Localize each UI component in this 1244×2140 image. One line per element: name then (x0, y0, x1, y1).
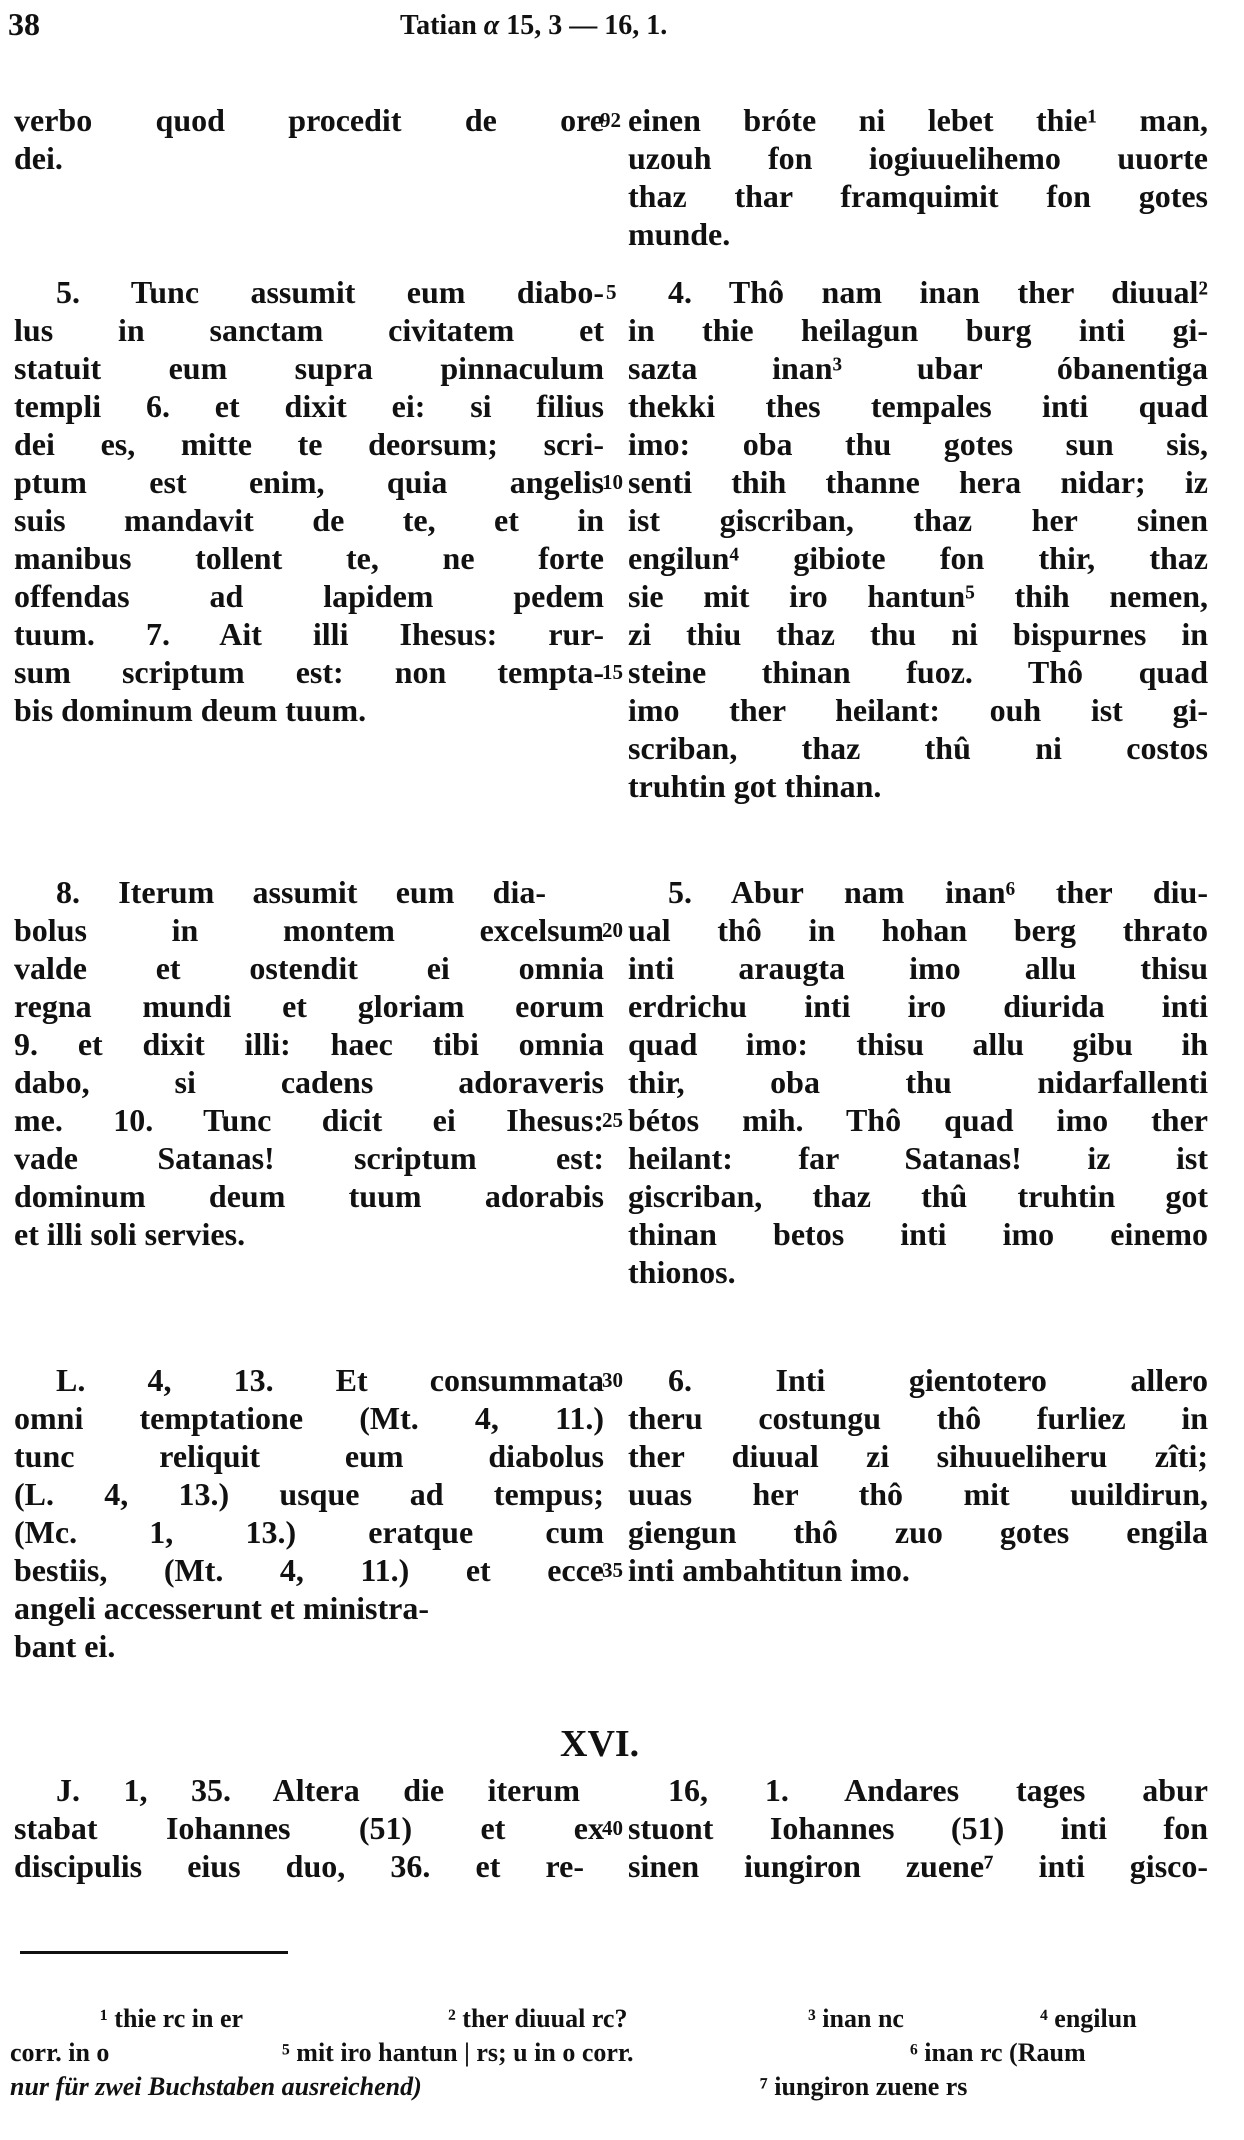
ohg-line: steine thinan fuoz. Thô quad (628, 654, 1208, 690)
latin-line: angeli accesserunt et ministra- (14, 1590, 430, 1626)
latin-line: omni temptatione (Mt. 4, 11.) (14, 1400, 604, 1436)
footnote: ⁵ mit iro hantun | rs; u in o corr. (282, 2038, 634, 2067)
ohg-line: 16, 1. Andares tages abur (668, 1772, 1208, 1808)
ohg-line: thir, oba thu nidarfallenti (628, 1064, 1208, 1100)
ohg-line: in thie heilagun burg inti gi- (628, 312, 1208, 348)
footnote-rule (20, 1951, 288, 1954)
latin-line: verbo quod procedit de ore (14, 102, 604, 138)
ohg-line: engilun⁴ gibiote fon thir, thaz (628, 540, 1208, 576)
ohg-line: senti thih thanne hera nidar; iz (628, 464, 1208, 500)
latin-line: templi 6. et dixit ei: si filius (14, 388, 604, 424)
latin-line: discipulis eius duo, 36. et re- (14, 1848, 584, 1884)
running-title (400, 10, 667, 42)
latin-line: bant ei. (14, 1628, 116, 1664)
latin-line: 5. Tunc assumit eum diabo- (56, 274, 604, 310)
latin-line: me. 10. Tunc dicit ei Ihesus: (14, 1102, 604, 1138)
latin-line: ptum est enim, quia angelis (14, 464, 604, 500)
latin-line: tuum. 7. Ait illi Ihesus: rur- (14, 616, 604, 652)
ohg-line: 6. Inti gientotero allero (668, 1362, 1208, 1398)
ohg-line: 5. Abur nam inan⁶ ther diu- (668, 874, 1208, 910)
latin-line: (Mc. 1, 13.) eratque cum (14, 1514, 604, 1550)
ohg-line: quad imo: thisu allu gibu ih (628, 1026, 1208, 1062)
latin-line: dominum deum tuum adorabis (14, 1178, 604, 1214)
ohg-line: uzouh fon iogiuuelihemo uuorte (628, 140, 1208, 176)
ohg-line: truhtin got thinan. (628, 768, 882, 804)
latin-line: statuit eum supra pinnaculum (14, 350, 604, 386)
latin-line: regna mundi et gloriam eorum (14, 988, 604, 1024)
ohg-line: imo ther heilant: ouh ist gi- (628, 692, 1208, 728)
ohg-line: uuas her thô mit uuildirun, (628, 1476, 1208, 1512)
page-number: 38 (8, 6, 40, 42)
ohg-line: thaz thar framquimit fon gotes (628, 178, 1208, 214)
ohg-line: thekki thes tempales inti quad (628, 388, 1208, 424)
footnote: nur für zwei Buchstaben ausreichend) (10, 2072, 422, 2101)
latin-line: L. 4, 13. Et consummata (56, 1362, 604, 1398)
section-heading: XVI. (560, 1723, 640, 1765)
ohg-line: ual thô in hohan berg thrato (628, 912, 1208, 948)
ohg-line: scriban, thaz thû ni costos (628, 730, 1208, 766)
ohg-line: sie mit iro hantun⁵ thih nemen, (628, 578, 1208, 614)
latin-line: sum scriptum est: non tempta- (14, 654, 604, 690)
ohg-line: munde. (628, 216, 731, 252)
footnote: ⁷ iungiron zuene rs (760, 2072, 968, 2101)
page-header (0, 2, 1244, 50)
latin-line: valde et ostendit ei omnia (14, 950, 604, 986)
latin-line: dei. (14, 140, 63, 176)
ohg-line: inti ambahtitun imo. (628, 1552, 910, 1588)
ohg-line: theru costungu thô furliez in (628, 1400, 1208, 1436)
line-number: 25 (602, 1108, 623, 1132)
ohg-line: thionos. (628, 1254, 736, 1290)
ohg-line: imo: oba thu gotes sun sis, (628, 426, 1208, 462)
running-title-alpha: α (483, 10, 500, 41)
latin-line: bestiis, (Mt. 4, 11.) et ecce (14, 1552, 604, 1588)
latin-line: vade Satanas! scriptum est: (14, 1140, 604, 1176)
line-number: 30 (602, 1368, 623, 1392)
ohg-line: 4. Thô nam inan ther diuual² (668, 274, 1208, 310)
line-number: 20 (602, 918, 623, 942)
latin-line: stabat Iohannes (51) et ex (14, 1810, 604, 1846)
running-title-rest: 15, 3 — 16, 1. (506, 10, 668, 41)
line-number: 40 (602, 1816, 623, 1840)
ohg-line: einen bróte ni lebet thie¹ man, (628, 102, 1208, 138)
ohg-line: ther diuual zi sihuueliheru zîti; (628, 1438, 1208, 1474)
ohg-line: zi thiu thaz thu ni bispurnes in (628, 616, 1208, 652)
latin-line: suis mandavit de te, et in (14, 502, 604, 538)
ohg-line: giengun thô zuo gotes engila (628, 1514, 1208, 1550)
latin-line: bolus in montem excelsum (14, 912, 604, 948)
ohg-line: heilant: far Satanas! iz ist (628, 1140, 1208, 1176)
ohg-line: giscriban, thaz thû truhtin got (628, 1178, 1208, 1214)
line-number: 5 (606, 280, 617, 304)
line-number: 15 (602, 660, 623, 684)
ohg-line: sazta inan³ ubar óbanentiga (628, 350, 1208, 386)
latin-line: et illi soli servies. (14, 1216, 246, 1252)
line-number: 10 (602, 470, 623, 494)
footnote: ² ther diuual rc? (448, 2004, 628, 2033)
ohg-line: bétos mih. Thô quad imo ther (628, 1102, 1208, 1138)
latin-line: 9. et dixit illi: haec tibi omnia (14, 1026, 604, 1062)
latin-line: tunc reliquit eum diabolus (14, 1438, 604, 1474)
latin-line: offendas ad lapidem pedem (14, 578, 604, 614)
latin-line: bis dominum deum tuum. (14, 692, 367, 728)
line-number: 35 (602, 1558, 623, 1582)
ohg-line: sinen iungiron zuene⁷ inti gisco- (628, 1848, 1208, 1884)
footnote: corr. in o (10, 2038, 110, 2067)
latin-line: (L. 4, 13.) usque ad tempus; (14, 1476, 604, 1512)
running-title-prefix: Tatian (400, 10, 477, 41)
footnote: ⁶ inan rc (Raum (910, 2038, 1086, 2067)
footnote: ⁴ engilun (1040, 2004, 1137, 2033)
latin-line: manibus tollent te, ne forte (14, 540, 604, 576)
latin-line: dei es, mitte te deorsum; scri- (14, 426, 604, 462)
ohg-line: stuont Iohannes (51) inti fon (628, 1810, 1208, 1846)
footnote: ¹ thie rc in er (100, 2004, 244, 2033)
footnote: ³ inan nc (808, 2004, 904, 2033)
latin-line: dabo, si cadens adoraveris (14, 1064, 604, 1100)
ohg-line: inti araugta imo allu thisu (628, 950, 1208, 986)
ohg-line: ist giscriban, thaz her sinen (628, 502, 1208, 538)
ohg-line: erdrichu inti iro diurida inti (628, 988, 1208, 1024)
latin-line: J. 1, 35. Altera die iterum (56, 1772, 580, 1808)
latin-line: lus in sanctam civitatem et (14, 312, 604, 348)
ohg-line: thinan betos inti imo einemo (628, 1216, 1208, 1252)
latin-line: 8. Iterum assumit eum dia- (56, 874, 546, 910)
line-number: 92 (600, 108, 621, 132)
